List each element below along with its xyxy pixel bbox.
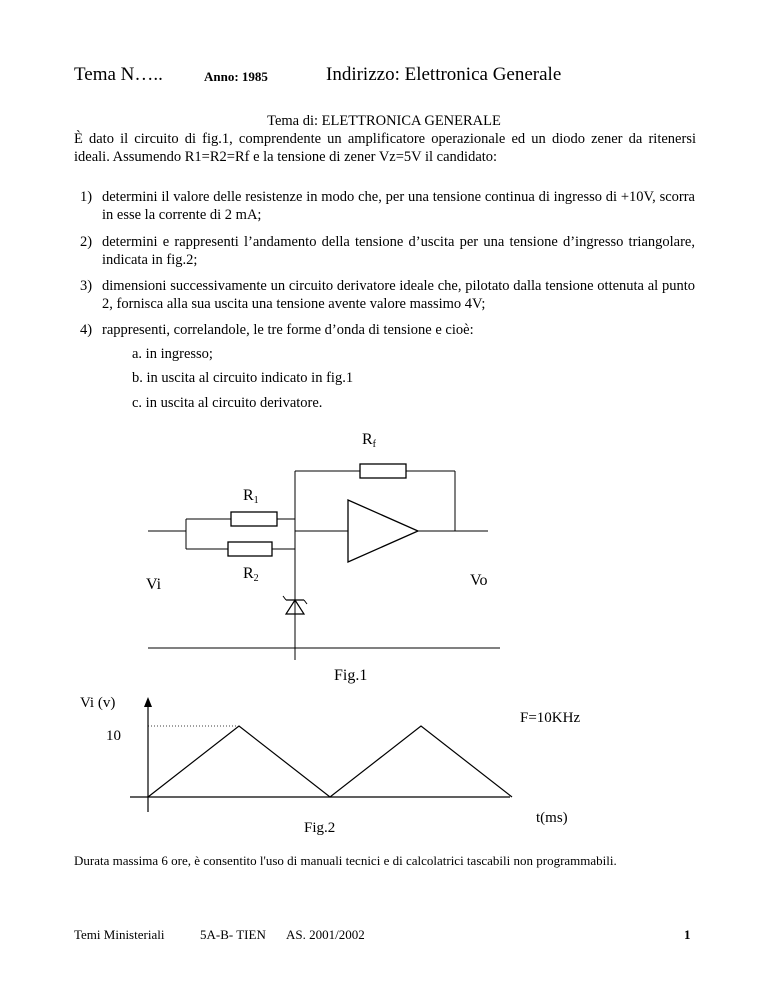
page-number: 1	[684, 927, 691, 942]
frequency-label: F=10KHz	[520, 710, 581, 726]
header-tema: Tema N…..	[74, 64, 163, 85]
duration-note: Durata massima 6 ore, è consentito l'uso di manuali tecnici e di calcolatrici tascabili non programmabili.	[74, 853, 617, 868]
item-4	[80, 321, 695, 339]
subitem-a: a. in ingresso;	[132, 346, 213, 362]
resistor-rf	[360, 464, 406, 478]
subitem-b: b. in uscita al circuito indicato in fig.1	[132, 370, 354, 386]
item-text: rappresenti, correlandole, le tre forme d’onda di tensione e cioè:	[102, 322, 474, 338]
item-number: 4)	[80, 322, 93, 338]
resistor-r2	[228, 542, 272, 556]
intro-paragraph: È dato il circuito di fig.1, comprendente un amplificatore operazionale ed un diodo zener da ritenersi ideali. Assumendo R1=R2=Rf e la tensione di zener Vz=5V il candidato:	[74, 131, 696, 165]
item-number: 2)	[80, 234, 93, 250]
footer-year: AS. 2001/2002	[286, 927, 365, 942]
header-anno: Anno: 1985	[204, 69, 268, 84]
subject-title: Tema di: ELETTRONICA GENERALE	[267, 113, 501, 129]
y-axis-arrow-icon	[144, 697, 152, 707]
resistor-r1	[231, 512, 277, 526]
footer-left: Temi Ministeriali	[74, 927, 165, 942]
item-text: determini il valore delle resistenze in modo che, per una tensione continua di ingresso di +10V, scorra in esse la corrente di 2 mA;	[102, 189, 695, 223]
waveform-chart	[0, 690, 768, 845]
item-text: dimensioni successivamente un circuito derivatore ideale che, pilotato dalla tensione ottenuta al punto 2, fornisca alla sua uscita una tensione avente valore massimo 4V;	[102, 278, 695, 312]
rf-label: Rf	[362, 431, 377, 450]
item-1	[80, 188, 695, 224]
item-number: 1)	[80, 189, 93, 205]
item-2	[80, 233, 695, 269]
opamp-symbol	[348, 500, 418, 562]
item-text: determini e rappresenti l’andamento della tensione d’uscita per una tensione d’ingresso triangolare, indicata in fig.2;	[102, 234, 695, 268]
item-3	[80, 277, 695, 313]
x-axis-label: t(ms)	[536, 810, 568, 826]
triangle-waveform	[148, 726, 512, 797]
vo-label: Vo	[470, 572, 488, 589]
y-tick-10: 10	[106, 728, 121, 744]
header-indirizzo: Indirizzo: Elettronica Generale	[326, 64, 562, 85]
r2-label: R2	[243, 565, 259, 584]
circuit-diagram	[0, 420, 768, 690]
footer-class: 5A-B- TIEN	[200, 927, 266, 942]
r1-label: R1	[243, 487, 259, 506]
fig1-caption: Fig.1	[334, 667, 368, 684]
subitem-c: c. in uscita al circuito derivatore.	[132, 395, 323, 411]
vi-label: Vi	[146, 576, 162, 593]
item-number: 3)	[80, 278, 93, 294]
y-axis-label: Vi (v)	[80, 695, 116, 711]
fig2-caption: Fig.2	[304, 820, 336, 836]
